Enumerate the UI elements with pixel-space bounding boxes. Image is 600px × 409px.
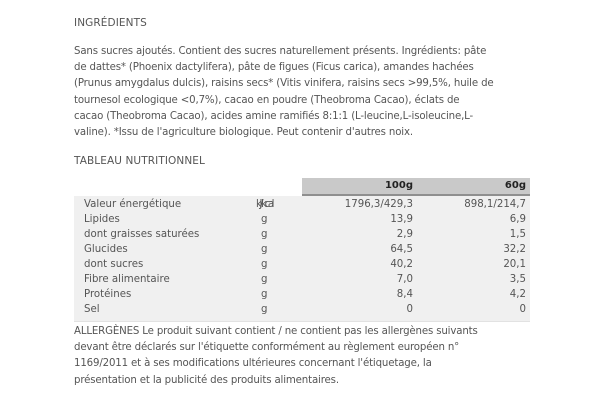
nutrient-name: dont graisses saturées — [84, 229, 200, 240]
ingredients-heading: INGRÉDIENTS — [74, 17, 147, 29]
nutrient-value-60g: 32,2 — [503, 244, 526, 255]
nutrient-value-100g: 7,0 — [396, 274, 413, 285]
header-per-60g: 60g — [504, 180, 526, 191]
nutrient-value-60g: 0 — [519, 304, 526, 315]
ingredients-text — [74, 44, 536, 141]
nutrient-value-60g: 3,5 — [509, 274, 526, 285]
nutrient-unit: g — [261, 244, 268, 255]
nutrient-name: Lipides — [84, 214, 120, 225]
nutrient-name: Glucides — [84, 244, 128, 255]
allergens-text — [74, 324, 536, 389]
nutrient-value-60g: 4,2 — [509, 289, 526, 300]
table-row — [74, 199, 530, 214]
table-row — [74, 289, 530, 304]
ingredients-line: de dattes* (Phoenix dactylifera), pâte de figues (Ficus carica), amandes hachées — [74, 62, 474, 74]
table-row — [74, 214, 530, 229]
ingredients-line: (Prunus amygdalus dulcis), raisins secs* (Vitis vinifera, raisins secs >99,5%, huile de — [74, 78, 494, 90]
nutrient-unit: g — [261, 274, 268, 285]
nutrient-name: dont sucres — [84, 259, 144, 270]
nutrition-table-body — [74, 196, 530, 322]
nutrient-name: Sel — [84, 304, 100, 315]
nutrient-unit: g — [261, 229, 268, 240]
nutrient-unit: g — [261, 304, 268, 315]
nutrient-name: Fibre alimentaire — [84, 274, 170, 285]
nutrient-value-100g: 13,9 — [390, 214, 413, 225]
nutrient-value-60g: 20,1 — [503, 259, 526, 270]
allergens-line: 1169/2011 et à ses modifications ultérieures concernant l'étiquetage, la — [74, 358, 432, 370]
nutrient-unit: g — [261, 214, 268, 225]
nutrient-unit: kJ/kcal — [256, 199, 273, 210]
nutrient-value-100g: 64,5 — [390, 244, 413, 255]
allergens-line: présentation et la publicité des produits alimentaires. — [74, 374, 339, 386]
nutrient-value-100g: 2,9 — [396, 229, 413, 240]
ingredients-line: Sans sucres ajoutés. Contient des sucres naturellement présents. Ingrédients: pâte — [74, 46, 487, 57]
nutrient-value-100g: 1796,3/429,3 — [344, 199, 413, 210]
table-row — [74, 244, 530, 259]
nutrient-value-60g: 6,9 — [509, 214, 526, 225]
table-row — [74, 304, 530, 319]
allergens-line: devant être déclarés sur l'étiquette conformément au règlement européen n° — [74, 342, 460, 354]
nutrient-value-100g: 8,4 — [396, 289, 413, 300]
nutrient-unit: g — [261, 289, 268, 300]
table-row — [74, 259, 530, 274]
nutrient-unit: g — [261, 259, 268, 270]
nutrient-value-60g: 898,1/214,7 — [464, 199, 526, 210]
table-row — [74, 274, 530, 289]
nutrient-value-100g: 0 — [406, 304, 413, 315]
nutrient-value-100g: 40,2 — [390, 259, 413, 270]
nutrient-name: Valeur énergétique — [84, 199, 182, 210]
nutrition-table-header — [302, 178, 530, 196]
allergens-line: ALLERGÈNES Le produit suivant contient / ne contient pas les allergènes suivants — [74, 326, 478, 337]
nutrient-value-60g: 1,5 — [509, 229, 526, 240]
table-row — [74, 229, 530, 244]
header-per-100g: 100g — [384, 180, 413, 191]
ingredients-line: tournesol ecologique <0,7%), cacao en poudre (Theobroma Cacao), éclats de — [74, 94, 460, 106]
ingredients-line: cacao (Theobroma Cacao), acides amine ramifiés 8:1:1 (L-leucine,L-isoleucine,L- — [74, 110, 474, 122]
nutrient-name: Protéines — [84, 289, 132, 300]
nutrition-heading: TABLEAU NUTRITIONNEL — [74, 155, 205, 167]
ingredients-line: valine). *Issu de l'agriculture biologique. Peut contenir d'autres noix. — [74, 127, 413, 139]
